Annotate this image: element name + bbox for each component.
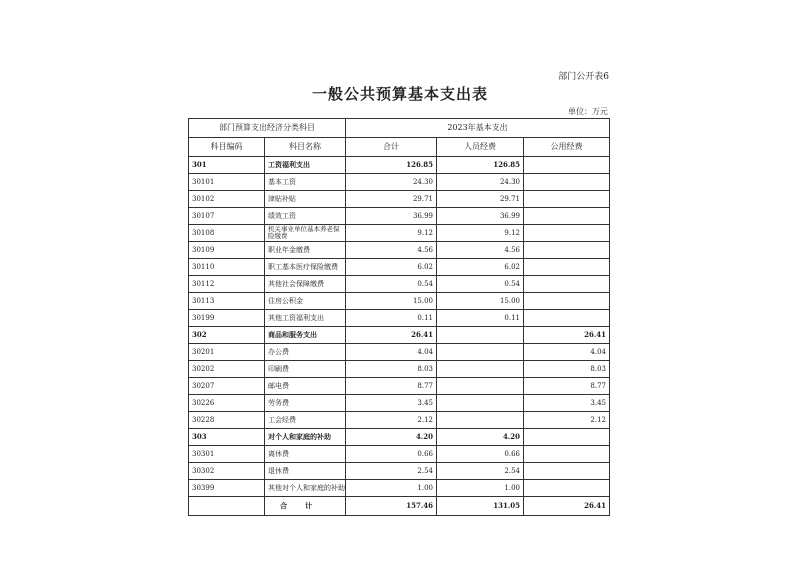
row-code: 30399 — [189, 480, 265, 497]
row-total: 0.54 — [346, 276, 437, 293]
row-personnel: 24.30 — [437, 174, 524, 191]
row-personnel: 6.02 — [437, 259, 524, 276]
row-total: 8.03 — [346, 361, 437, 378]
table-row — [189, 157, 610, 174]
row-personnel: 2.54 — [437, 463, 524, 480]
row-code: 30199 — [189, 310, 265, 327]
row-name: 工会经费 — [265, 412, 346, 429]
row-public — [524, 429, 610, 446]
row-name: 机关事业单位基本养老保险缴费 — [265, 225, 346, 242]
row-public: 8.77 — [524, 378, 610, 395]
row-public — [524, 293, 610, 310]
row-name: 其他社会保障缴费 — [265, 276, 346, 293]
row-name: 办公费 — [265, 344, 346, 361]
row-name: 绩效工资 — [265, 208, 346, 225]
table-row — [189, 412, 610, 429]
row-name: 职工基本医疗保险缴费 — [265, 259, 346, 276]
row-public — [524, 480, 610, 497]
row-name: 其他对个人和家庭的补助 — [265, 480, 346, 497]
row-code: 30207 — [189, 378, 265, 395]
row-public — [524, 259, 610, 276]
row-personnel: 29.71 — [437, 191, 524, 208]
row-name: 离休费 — [265, 446, 346, 463]
row-personnel: 0.66 — [437, 446, 524, 463]
row-code: 30101 — [189, 174, 265, 191]
row-total: 26.41 — [346, 327, 437, 344]
total-label: 合计 — [265, 497, 346, 516]
row-total: 3.45 — [346, 395, 437, 412]
form-number: 部门公开表6 — [558, 72, 609, 82]
row-public: 3.45 — [524, 395, 610, 412]
row-personnel: 15.00 — [437, 293, 524, 310]
row-public — [524, 208, 610, 225]
table-row — [189, 276, 610, 293]
row-total: 24.30 — [346, 174, 437, 191]
row-personnel — [437, 327, 524, 344]
column-header: 公用经费 — [524, 138, 610, 157]
row-total: 36.99 — [346, 208, 437, 225]
row-total: 8.77 — [346, 378, 437, 395]
group-header-classification: 部门预算支出经济分类科目 — [189, 119, 346, 138]
row-personnel: 4.56 — [437, 242, 524, 259]
row-code: 30301 — [189, 446, 265, 463]
row-total: 1.00 — [346, 480, 437, 497]
row-total: 2.12 — [346, 412, 437, 429]
budget-table — [188, 118, 610, 516]
table-row — [189, 242, 610, 259]
row-name: 其他工资福利支出 — [265, 310, 346, 327]
row-public — [524, 463, 610, 480]
row-public — [524, 174, 610, 191]
row-public — [524, 310, 610, 327]
column-header: 科目编码 — [189, 138, 265, 157]
column-header-row — [189, 138, 610, 157]
row-code: 30201 — [189, 344, 265, 361]
row-public — [524, 157, 610, 174]
row-code: 303 — [189, 429, 265, 446]
row-public — [524, 276, 610, 293]
row-name: 基本工资 — [265, 174, 346, 191]
row-personnel: 4.20 — [437, 429, 524, 446]
table-row — [189, 378, 610, 395]
row-code: 301 — [189, 157, 265, 174]
row-code: 30110 — [189, 259, 265, 276]
total-row — [189, 497, 610, 516]
row-personnel: 1.00 — [437, 480, 524, 497]
row-name: 住房公积金 — [265, 293, 346, 310]
row-public — [524, 446, 610, 463]
row-personnel — [437, 361, 524, 378]
table-row — [189, 463, 610, 480]
row-personnel — [437, 378, 524, 395]
row-total: 0.11 — [346, 310, 437, 327]
row-total: 4.04 — [346, 344, 437, 361]
row-code: 30302 — [189, 463, 265, 480]
row-name: 职业年金缴费 — [265, 242, 346, 259]
group-header-basic-expenditure: 2023年基本支出 — [346, 119, 610, 138]
page-title: 一般公共预算基本支出表 — [311, 85, 488, 103]
row-personnel: 36.99 — [437, 208, 524, 225]
row-public: 8.03 — [524, 361, 610, 378]
table-body — [189, 157, 610, 497]
column-header: 人员经费 — [437, 138, 524, 157]
row-personnel — [437, 344, 524, 361]
total-public: 26.41 — [524, 497, 610, 516]
table-row — [189, 361, 610, 378]
column-header: 科目名称 — [265, 138, 346, 157]
total-personnel: 131.05 — [437, 497, 524, 516]
row-code: 30226 — [189, 395, 265, 412]
row-total: 15.00 — [346, 293, 437, 310]
table-row — [189, 293, 610, 310]
group-header-row — [189, 119, 610, 138]
row-personnel: 9.12 — [437, 225, 524, 242]
row-total: 0.66 — [346, 446, 437, 463]
table-row — [189, 259, 610, 276]
row-code: 30113 — [189, 293, 265, 310]
table-row — [189, 395, 610, 412]
row-public: 4.04 — [524, 344, 610, 361]
row-total: 9.12 — [346, 225, 437, 242]
row-personnel — [437, 395, 524, 412]
row-personnel: 0.54 — [437, 276, 524, 293]
row-code: 30107 — [189, 208, 265, 225]
total-code-cell — [189, 497, 265, 516]
table-row — [189, 344, 610, 361]
table-row — [189, 429, 610, 446]
row-name: 印刷费 — [265, 361, 346, 378]
table-row — [189, 225, 610, 242]
row-code: 30202 — [189, 361, 265, 378]
unit-label: 单位：万元 — [568, 107, 608, 116]
total-amount: 157.46 — [346, 497, 437, 516]
row-name: 工资福利支出 — [265, 157, 346, 174]
table-row — [189, 191, 610, 208]
row-total: 29.71 — [346, 191, 437, 208]
row-code: 30112 — [189, 276, 265, 293]
row-public — [524, 242, 610, 259]
column-header: 合计 — [346, 138, 437, 157]
row-public: 2.12 — [524, 412, 610, 429]
table-row — [189, 208, 610, 225]
row-total: 4.20 — [346, 429, 437, 446]
row-total: 6.02 — [346, 259, 437, 276]
row-code: 30108 — [189, 225, 265, 242]
table-row — [189, 480, 610, 497]
table-row — [189, 310, 610, 327]
table-row — [189, 327, 610, 344]
row-public: 26.41 — [524, 327, 610, 344]
row-personnel: 126.85 — [437, 157, 524, 174]
row-name: 对个人和家庭的补助 — [265, 429, 346, 446]
row-code: 30102 — [189, 191, 265, 208]
row-name: 商品和服务支出 — [265, 327, 346, 344]
row-code: 302 — [189, 327, 265, 344]
table-row — [189, 174, 610, 191]
row-name: 津贴补贴 — [265, 191, 346, 208]
row-name: 退休费 — [265, 463, 346, 480]
row-total: 126.85 — [346, 157, 437, 174]
row-total: 2.54 — [346, 463, 437, 480]
row-personnel — [437, 412, 524, 429]
row-name: 邮电费 — [265, 378, 346, 395]
row-code: 30109 — [189, 242, 265, 259]
row-public — [524, 191, 610, 208]
row-code: 30228 — [189, 412, 265, 429]
row-personnel: 0.11 — [437, 310, 524, 327]
row-name: 劳务费 — [265, 395, 346, 412]
row-total: 4.56 — [346, 242, 437, 259]
table-row — [189, 446, 610, 463]
row-public — [524, 225, 610, 242]
